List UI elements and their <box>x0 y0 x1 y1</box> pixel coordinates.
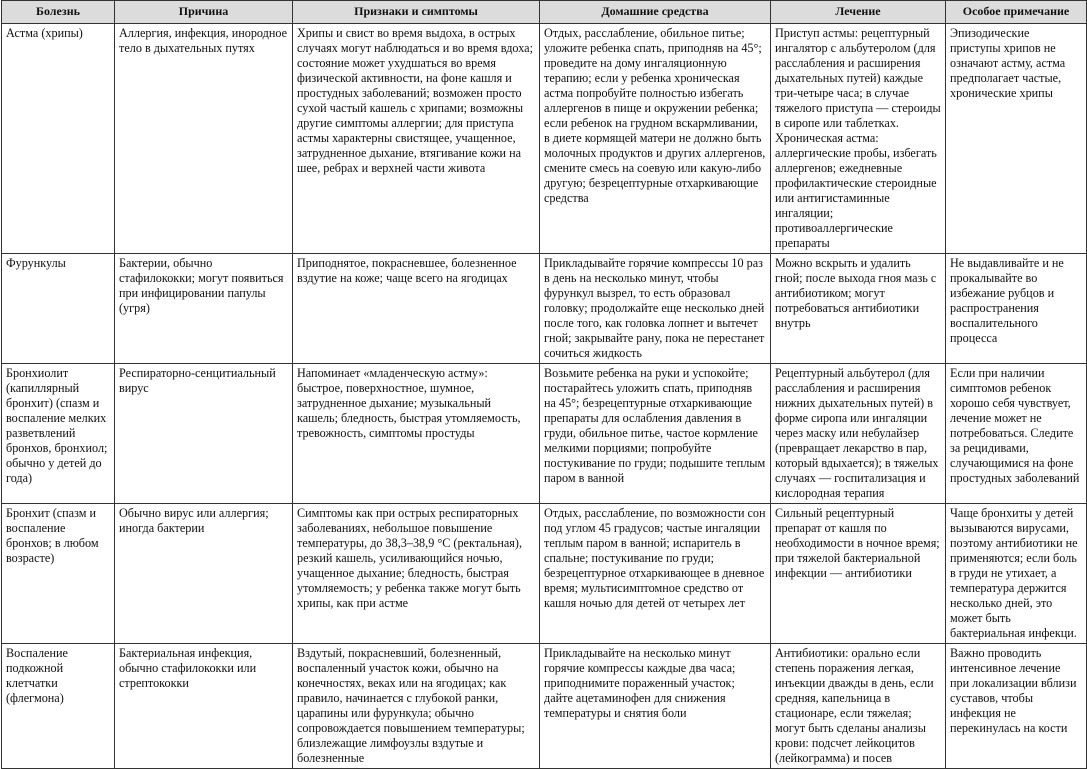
cell-treatment: Можно вскрыть и удалить гной; после выхода гноя мазь с антибиотиком; могут потребоваться антибиотики внутрь <box>771 254 946 364</box>
table-row <box>2 254 1087 364</box>
table-row <box>2 504 1087 644</box>
cell-home-remedies: Отдых, расслабление, обильное питье; уложите ребенка спать, приподняв на 45°; проведите на дому ингаляционную терапию; если у ребенка хроническая астма попробуйте полностью избегать аллергенов в пище и окружении ребенка; если ребенок на грудном вскармливании, в диете кормящей матери не должно быть молочных продуктов и других аллергенов, смените смесь на соевую или какую-либо другую; безрецептурные отхаркивающие средства <box>540 24 771 254</box>
cell-home-remedies: Прикладывайте на несколько минут горячие компрессы каждые два часа; приподнимите пораженный участок; дайте ацетаминофен для снижения температуры и снятия боли <box>540 644 771 769</box>
cell-cause: Респираторно-сенцитиальный вирус <box>115 364 293 504</box>
table-row <box>2 364 1087 504</box>
cell-treatment: Антибиотики: орально если степень поражения легкая, инъекции дважды в день, если средняя, капельница в стационаре, если тяжелая; могут быть сделаны анализы крови: подсчет лейкоцитов (лейкограмма) и посев <box>771 644 946 769</box>
cell-treatment: Приступ астмы: рецептурный ингалятор с альбутеролом (для расслабления и расширения дыхательных путей) каждые три-четыре часа; в случае тяжелого приступа — стероиды в сиропе или таблетках. Хроническая астма: аллергические пробы, избегать аллергенов; ежедневные профилактические стероидные или антигистаминные ингаляции; противоаллергические препараты <box>771 24 946 254</box>
cell-symptoms: Приподнятое, покрасневшее, болезненное вздутие на коже; чаще всего на ягодицах <box>293 254 540 364</box>
cell-cause: Бактериальная инфекция, обычно стафилококки или стрептококки <box>115 644 293 769</box>
cell-disease: Бронхит (спазм и воспаление бронхов; в любом возрасте) <box>2 504 115 644</box>
cell-symptoms: Напоминает «младенческую астму»: быстрое, поверхностное, шумное, затрудненное дыхание; музыкальный кашель; бледность, быстрая утомляемость, тревожность, симптомы простуды <box>293 364 540 504</box>
disease-table <box>1 0 1087 769</box>
cell-disease: Астма (хрипы) <box>2 24 115 254</box>
cell-special-note: Чаще бронхиты у детей вызываются вирусами, поэтому антибиотики не применяются; если боль в груди не утихает, а температура держится несколько дней, это может быть бактериальная инфекци. <box>946 504 1087 644</box>
cell-cause: Обычно вирус или аллергия; иногда бактерии <box>115 504 293 644</box>
header-home-remedies: Домашние средства <box>540 1 771 24</box>
header-symptoms: Признаки и симптомы <box>293 1 540 24</box>
cell-home-remedies: Отдых, расслабление, по возможности сон под углом 45 градусов; частые ингаляции теплым паром в ванной; испаритель в спальне; постукивание по груди; безрецептурное отхаркивающее в дневное время; мультисимптомное средство от кашля ночью для детей от четырех лет <box>540 504 771 644</box>
cell-disease: Бронхиолит (капиллярный бронхит) (спазм и воспаление мелких разветвлений бронхов, бронхиол; обычно у детей до года) <box>2 364 115 504</box>
table-row <box>2 644 1087 769</box>
cell-special-note: Важно проводить интенсивное лечение при локализации вблизи суставов, чтобы инфекция не перекинулась на кости <box>946 644 1087 769</box>
header-row <box>2 1 1087 24</box>
table-row <box>2 24 1087 254</box>
cell-cause: Бактерии, обычно стафилококки; могут появиться при инфицировании папулы (угря) <box>115 254 293 364</box>
cell-treatment: Рецептурный альбутерол (для расслабления и расширения нижних дыхательных путей) в форме сиропа или ингаляции через маску или небулайзер (превращает лекарство в пар, который вдыхается); в тяжелых случаях — госпитализация и кислородная терапия <box>771 364 946 504</box>
cell-disease: Воспаление подкожной клетчатки (флегмона) <box>2 644 115 769</box>
cell-home-remedies: Прикладывайте горячие компрессы 10 раз в день на несколько минут, чтобы фурункул вызрел, то есть образовал головку; продолжайте еще несколько дней после того, как головка лопнет и вытечет гной; закрывайте рану, пока не перестанет сочиться жидкость <box>540 254 771 364</box>
cell-special-note: Если при наличии симптомов ребенок хорошо себя чувствует, лечение может не потребоваться. Следите за рецидивами, случающимися на фоне простудных заболеваний <box>946 364 1087 504</box>
header-special-note: Особое примечание <box>946 1 1087 24</box>
cell-disease: Фурункулы <box>2 254 115 364</box>
header-cause: Причина <box>115 1 293 24</box>
cell-special-note: Не выдавливайте и не прокалывайте во избежание рубцов и распространения воспалительного процесса <box>946 254 1087 364</box>
cell-symptoms: Симптомы как при острых респираторных заболеваниях, небольшое повышение температуры, до 38,3–38,9 °С (ректальная), резкий кашель, усиливающийся ночью, учащенное дыхание; бледность, быстрая утомляемость; у ребенка также могут быть хрипы, как при астме <box>293 504 540 644</box>
header-treatment: Лечение <box>771 1 946 24</box>
cell-special-note: Эпизодические приступы хрипов не означают астму, астма предполагает частые, хронические хрипы <box>946 24 1087 254</box>
cell-cause: Аллергия, инфекция, инородное тело в дыхательных путях <box>115 24 293 254</box>
cell-treatment: Сильный рецептурный препарат от кашля по необходимости в ночное время; при тяжелой бактериальной инфекции — антибиотики <box>771 504 946 644</box>
cell-symptoms: Вздутый, покрасневший, болезненный, воспаленный участок кожи, обычно на конечностях, веках или на ягодицах; как правило, начинается с глубокой ранки, царапины или фурункула; обычно сопровождается повышением температуры; близлежащие лимфоузлы вздутые и болезненные <box>293 644 540 769</box>
header-disease: Болезнь <box>2 1 115 24</box>
cell-symptoms: Хрипы и свист во время выдоха, в острых случаях могут наблюдаться и во время вдоха; состояние может ухудшаться во время физической активности, на фоне кашля и простудных заболеваний; возможен просто сухой частый кашель с хрипами; возможны другие симптомы аллергии; для приступа астмы характерны свистящее, учащенное, затрудненное дыхание, втягивание кожи на шее, ребрах и верхней части живота <box>293 24 540 254</box>
cell-home-remedies: Возьмите ребенка на руки и успокойте; постарайтесь уложить спать, приподняв на 45°; безрецептурные отхаркивающие препараты для ослабления давления в груди, обильное питье, частое кормление мелкими порциями; попробуйте постукивание по груди; подышите теплым паром в ванной <box>540 364 771 504</box>
